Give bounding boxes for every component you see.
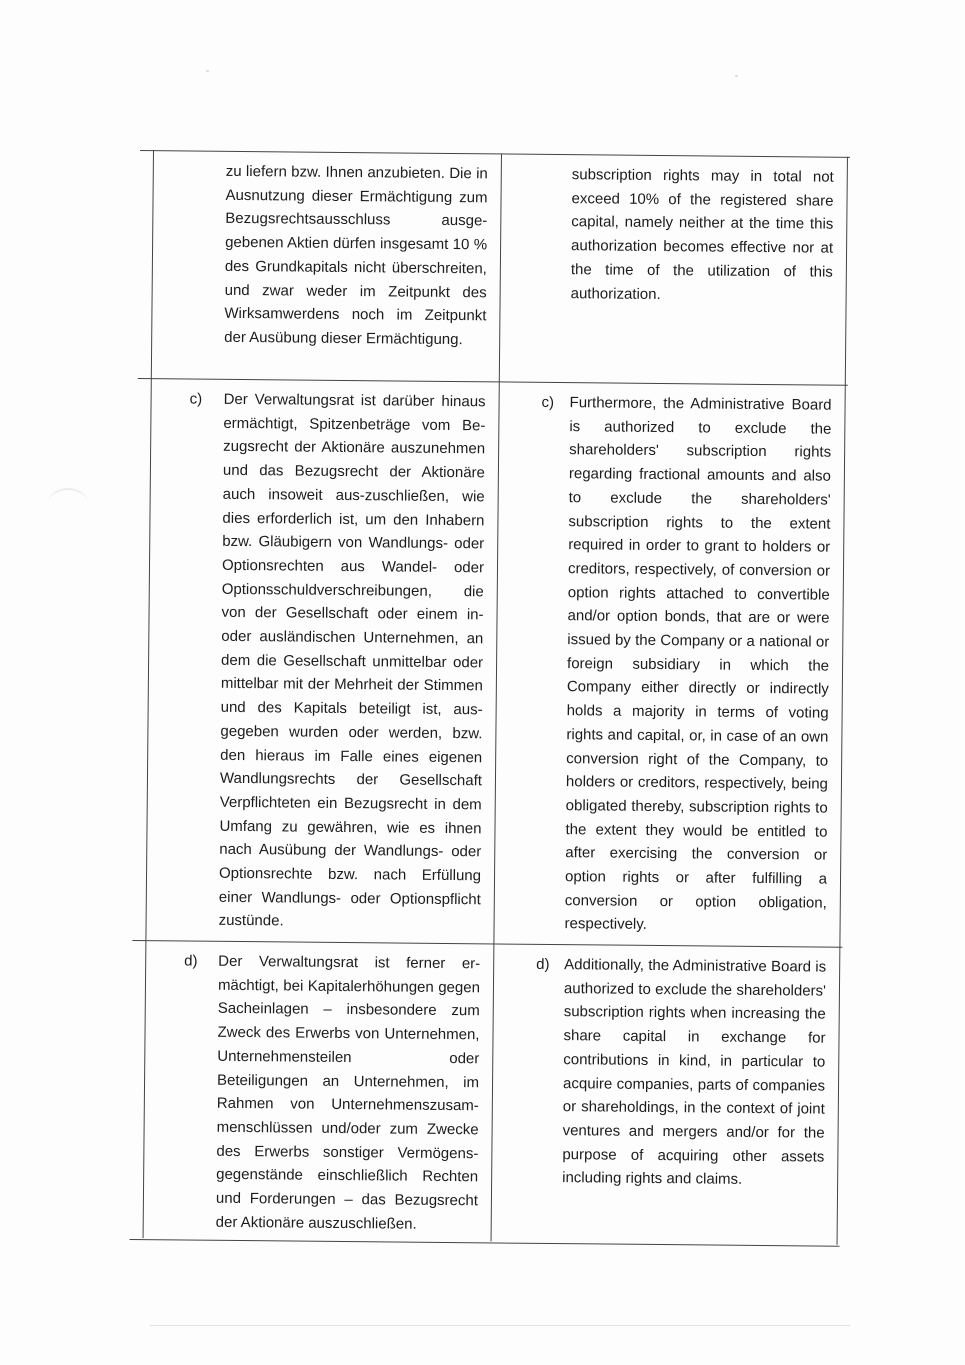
table-row [132,378,847,948]
table-row [130,940,843,1247]
english-text-cell: Additionally, the Administrative Board is authorized to exclude the shareholders' subscription rights when increasing the share capital in exchange for contributions in kind, in particular to acquire companies, parts of companies or shareholdings, in the context of joint ventures and mergers and/or for the purpose of acquiring other assets including rights and claims. [562,956,827,1189]
german-item-marker: d) [184,952,198,970]
bilingual-table [130,150,850,1247]
english-text-cell: Furthermore, the Administrative Board is authorized to exclude the shareholders' subscription rights regarding fractional amounts and also to exclude the shareholders' subscription rights to the extent required in order to grant to holders or creditors, respectively, of conversion or option rights attached to convertible and/or option bonds, that are or were issued by the Company or a national or foreign subsidiary in which the Company either directly or indirectly holds a majority in terms of voting rights and capital, or, in case of an own conversion right of the Company, to holders or creditors, respectively, being obligated thereby, subscription rights to the extent they would be entitled to after exercising the conversion or option rights or after fulfilling a conversion or option obligation, respectively. [564,394,832,934]
german-text-cell: Der Verwaltungsrat ist darüber hinaus ermächtigt, Spitzenbeträge vom Bezugsrecht der Aktionäre auszunehmen und das Bezugsrecht der Aktionäre auch insoweit aus-zuschließen, wie dies erforderlich ist, um den Inhabern bzw. Gläubigern von Wandlungs- oder Optionsrechten aus Wandel- oder Optionsschuldverschreibungen, die von der Gesellschaft oder einem in- oder ausländischen Unternehmen, an dem die Gesellschaft unmittelbar oder mittelbar mit der Mehrheit der Stimmen und des Kapitals beteiligt ist, ausgegeben wurden oder werden, bzw. den hieraus im Falle eines eigenen Wandlungsrechts der Gesellschaft Verpflichteten ein Bezugsrecht in dem Umfang zu gewähren, wie es ihnen nach Ausübung der Wandlungs- oder Optionsrechte bzw. nach Erfüllung einer Wandlungs- oder Optionspflicht zustünde. [218,390,486,930]
english-item-marker: d) [536,955,550,973]
scan-speck [735,75,738,77]
german-item-marker: c) [189,390,203,408]
scan-blot [48,488,88,520]
scan-line [150,1325,850,1326]
english-text-cell: subscription rights may in total not exceed 10% of the registered share capital, namely neither at the time this authorization becomes effective nor at the time of the utilization of this authorization. [570,166,834,303]
german-text-cell: zu liefern bzw. Ihnen anzubieten. Die in Ausnutzung dieser Ermächtigung zum Bezugsrechtsausschluss ausgegebenen Aktien dürfen insgesamt 10 % des Grundkapitals nicht überschreiten, und zwar weder im Zeitpunkt des Wirksamwerdens noch im Zeitpunkt der Ausübung dieser Ermächtigung. [224,162,488,349]
english-item-marker: c) [541,393,555,411]
german-text-cell: Der Verwaltungsrat ist ferner ermächtigt, bei Kapitalerhöhungen gegen Sacheinlagen – insbesondere zum Zweck des Erwerbs von Unternehmen, Unternehmensteilen oder Beteiligungen an Unternehmen, im Rahmen von Unternehmenszusammenschlüssen und/oder zum Zwecke des Erwerbs sonstiger Vermögensgegenstände einschließlich Rechten und Forderungen – das Bezugsrecht der Aktionäre auszuschließen. [215,952,481,1233]
scan-speck [206,70,209,72]
table-row [138,150,850,386]
